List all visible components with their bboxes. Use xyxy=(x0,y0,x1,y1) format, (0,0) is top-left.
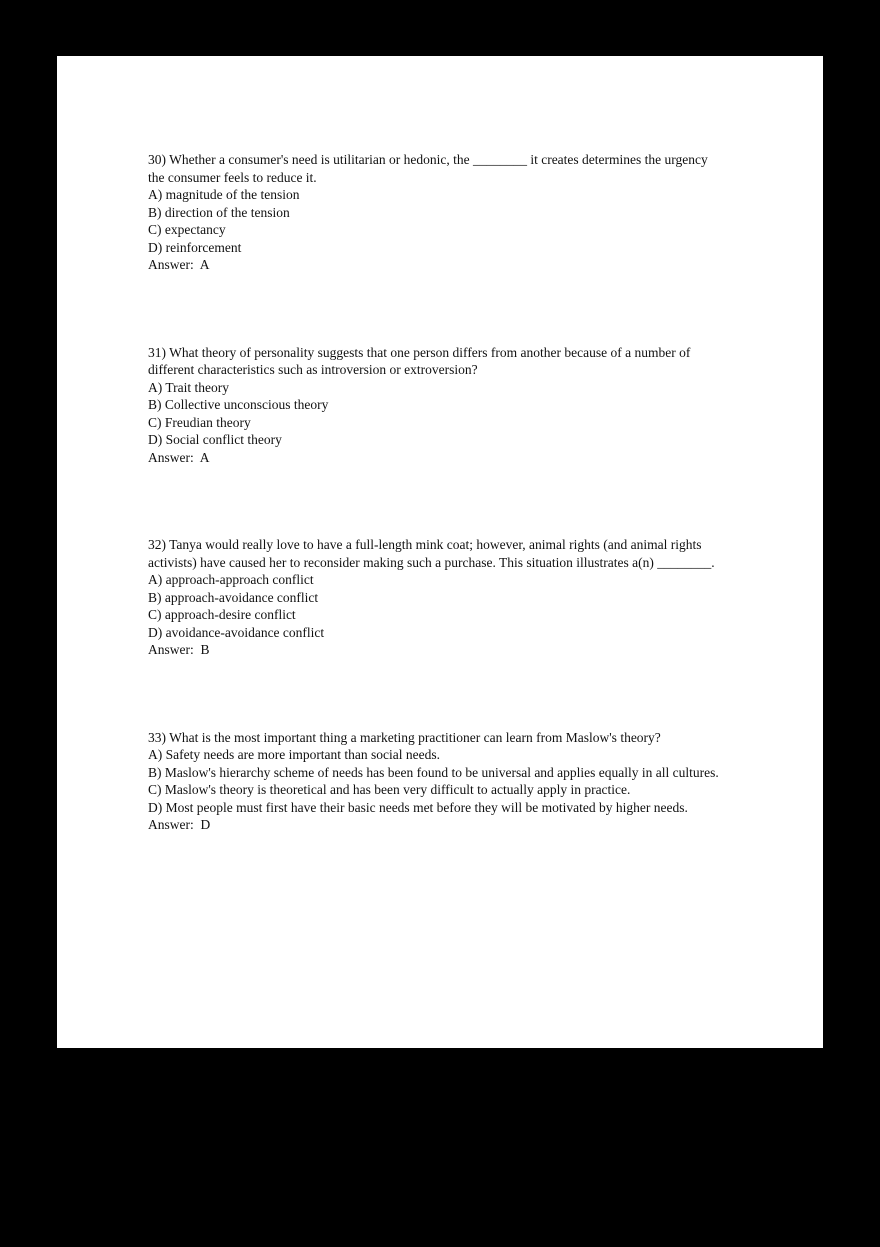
answer-line: Answer: D xyxy=(148,817,211,832)
question-stem: 33) What is the most important thing a marketing practitioner can learn from Maslow's theory? xyxy=(148,729,661,745)
answer-choice: B) Collective unconscious theory xyxy=(148,397,329,412)
answer-choice: D) Social conflict theory xyxy=(148,432,282,447)
answer-choice: D) reinforcement xyxy=(148,239,242,255)
answer-choice: A) magnitude of the tension xyxy=(148,187,300,202)
answer-choice: D) Most people must first have their basic needs met before they will be motivated by higher needs. xyxy=(148,799,688,815)
answer-choice: A) approach-approach conflict xyxy=(148,572,314,587)
question-block-31 xyxy=(148,344,726,467)
document-page xyxy=(57,56,823,1048)
answer-choice: A) Safety needs are more important than social needs. xyxy=(148,747,441,762)
answer-choice: B) direction of the tension xyxy=(148,204,290,220)
question-block-30 xyxy=(148,151,726,274)
answer-choice: C) Maslow's theory is theoretical and has been very difficult to actually apply in practice. xyxy=(148,782,631,797)
answer-choice: D) avoidance-avoidance conflict xyxy=(148,624,325,640)
answer-choice: C) expectancy xyxy=(148,222,226,237)
answer-choice: C) approach-desire conflict xyxy=(148,607,296,622)
question-stem: 31) What theory of personality suggests that one person differs from another because of a number of different characteristics such as introversion or extroversion? xyxy=(148,344,694,377)
answer-line: Answer: B xyxy=(148,642,210,657)
question-block-32 xyxy=(148,536,726,659)
question-stem: 32) Tanya would really love to have a full-length mink coat; however, animal rights (and animal rights activists) have caused her to reconsider making such a purchase. This situation illustrates a(n) ________. xyxy=(148,537,715,570)
question-stem: 30) Whether a consumer's need is utilitarian or hedonic, the ________ it creates determines the urgency the consumer feels to reduce it. xyxy=(148,152,712,185)
answer-choice: B) Maslow's hierarchy scheme of needs has been found to be universal and applies equally in all cultures. xyxy=(148,764,719,780)
answer-line: Answer: A xyxy=(148,449,210,465)
answer-choice: B) approach-avoidance conflict xyxy=(148,589,319,605)
question-block-33 xyxy=(148,729,726,834)
answer-choice: C) Freudian theory xyxy=(148,414,251,430)
answer-line: Answer: A xyxy=(148,257,210,272)
answer-choice: A) Trait theory xyxy=(148,379,229,395)
